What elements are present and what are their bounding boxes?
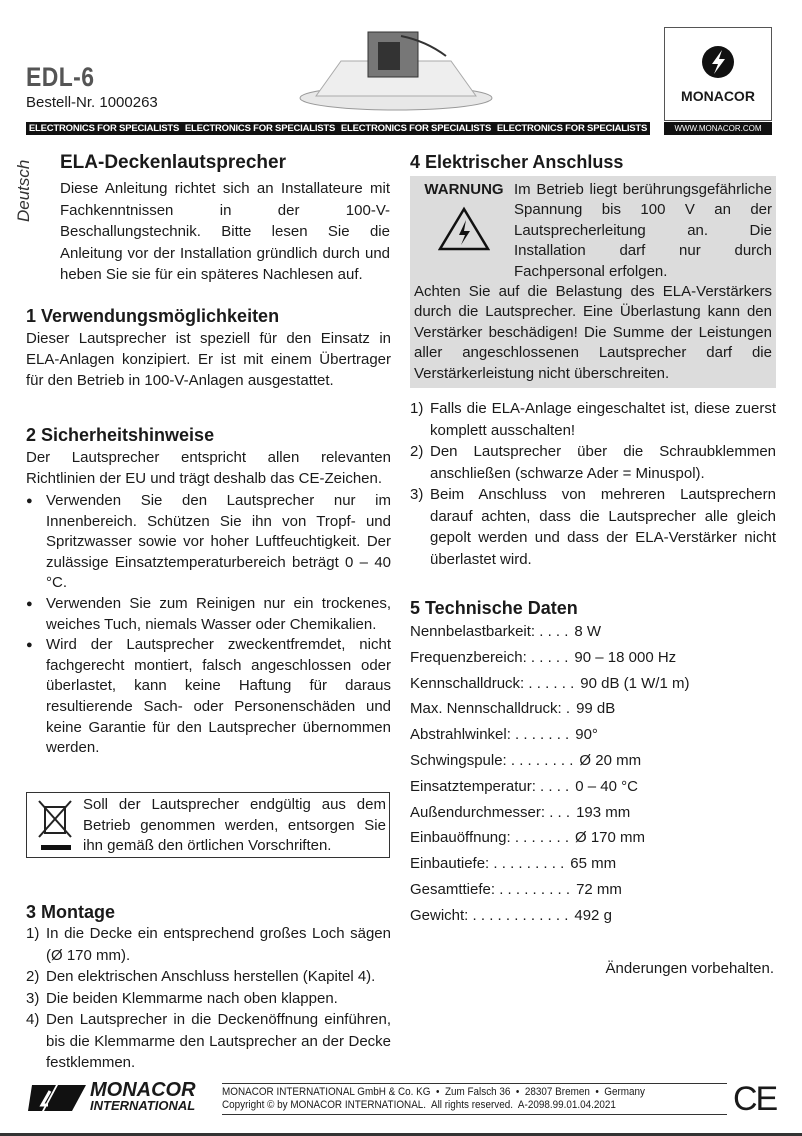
high-voltage-warning-icon <box>438 206 490 252</box>
spec-row <box>410 748 776 774</box>
spec-row <box>410 722 776 748</box>
spec-label: Max. Nennschalldruck: . <box>410 700 571 718</box>
spec-label: Einbautiefe: . . . . . . . . . <box>410 855 565 873</box>
monacor-lightning-icon <box>700 44 736 80</box>
footer-brand: MONACOR <box>90 1079 196 1101</box>
footer-line: Copyright © by MONACOR INTERNATIONAL. All rights reserved. A-2098.99.01.04.2021 <box>222 1099 616 1111</box>
spec-label: Nennbelastbarkeit: . . . . <box>410 623 569 640</box>
spec-row <box>410 696 776 722</box>
warning-box <box>410 176 776 388</box>
order-number: Bestell-Nr. 1000263 <box>26 94 158 111</box>
tagline: ELECTRONICS FOR SPECIALISTS <box>184 123 336 134</box>
speaker-image <box>296 26 496 112</box>
spec-label: Frequenzbereich: . . . . . <box>410 648 569 666</box>
tagline: ELECTRONICS FOR SPECIALISTS <box>496 123 648 134</box>
tagline: ELECTRONICS FOR SPECIALISTS <box>340 123 492 134</box>
warning-label: WARNUNG <box>424 181 504 198</box>
section-text: Der Lautsprecher entspricht allen relevanten Richtlinien der EU und trägt deshalb das CE-Zeichen. <box>26 449 391 487</box>
language-label: Deutsch <box>14 159 33 222</box>
footer-address <box>222 1083 727 1115</box>
spec-label: Gewicht: . . . . . . . . . . . . <box>410 906 569 924</box>
spec-value: 99 dB <box>576 700 616 718</box>
monacor-logo <box>664 27 772 121</box>
spec-label: Kennschalldruck: . . . . . . <box>410 674 575 692</box>
section-heading: 5 Technische Daten <box>410 598 578 618</box>
disposal-text: Soll der Lautsprecher endgültig aus dem Betrieb genommen werden, entsorgen Sie ihn gemäß den örtlichen Vorschriften. <box>83 796 386 854</box>
list-item: ● Verwenden Sie zum Reinigen nur ein trockenes, weiches Tuch, niemals Wasser oder Chemikalien. <box>26 594 391 635</box>
spec-value: 65 mm <box>570 855 617 873</box>
list-item: 2) Den Lautsprecher über die Schraubklemmen anschließen (schwarze Ader = Minuspol). <box>410 443 776 482</box>
spec-value: 0 – 40 °C <box>575 777 638 795</box>
spec-value: 90 dB (1 W/1 m) <box>580 674 690 692</box>
disposal-notice <box>26 792 390 858</box>
monacor-international-logo-icon <box>28 1083 86 1113</box>
ce-mark: CE <box>733 1080 777 1118</box>
footer-brand-sub: INTERNATIONAL <box>90 1098 196 1113</box>
spec-row <box>410 825 776 851</box>
list-item: 2) Den elektrischen Anschluss herstellen (Kapitel 4). <box>26 968 376 985</box>
list-item: 1) Falls die ELA-Anlage eingeschaltet ist, diese zuerst komplett ausschalten! <box>410 400 776 439</box>
list-item: 3) Die beiden Klemmarme nach oben klappen. <box>26 989 338 1007</box>
section-heading: 1 Verwendungsmöglichkeiten <box>26 306 280 326</box>
changes-note: Änderungen vorbehalten. <box>605 960 774 977</box>
section-safety <box>26 424 390 759</box>
warning-text: Im Betrieb liegt berührungsgefährliche Spannung bis 100 V an der Lautsprecherleitung an. Die Installation darf nur durch Fachpersonal erfolgen. <box>514 181 772 280</box>
spec-label: Außendurchmesser: . . . <box>410 803 571 821</box>
spec-row <box>410 903 776 929</box>
spec-value: 72 mm <box>576 880 622 898</box>
specs-table <box>410 619 776 929</box>
spec-value: 492 g <box>574 906 612 924</box>
spec-value: 8 W <box>574 623 602 640</box>
spec-value: 193 mm <box>576 803 631 821</box>
spec-value: 90 – 18 000 Hz <box>574 648 677 666</box>
footer-logo <box>28 1079 196 1114</box>
spec-row <box>410 774 776 800</box>
spec-row <box>410 800 776 826</box>
list-item: ● Verwenden Sie den Lautsprecher nur im Innenbereich. Schützen Sie ihn von Tropf- und Spritzwasser sowie vor hoher Luftfeuchtigkeit. Der zulässige Einsatztemperaturbereich beträgt 0 – 40 °C. <box>26 491 391 594</box>
spec-row <box>410 877 776 903</box>
list-item: 4) Den Lautsprecher in die Deckenöffnung einführen, bis die Klemmarme den Lautsprecher an der Decke festklemmen. <box>26 1011 391 1071</box>
spec-label: Einbauöffnung: . . . . . . . <box>410 829 569 847</box>
document-title: ELA-Deckenlautsprecher <box>60 152 286 173</box>
section-heading: 3 Montage <box>26 902 116 922</box>
intro-section <box>60 152 390 286</box>
section-mounting <box>26 901 390 1074</box>
footer-line: MONACOR INTERNATIONAL GmbH & Co. KG • Zum Falsch 36 • 28307 Bremen • Germany <box>222 1086 646 1098</box>
spec-value: Ø 170 mm <box>575 829 646 847</box>
section-heading: 4 Elektrischer Anschluss <box>410 152 624 172</box>
list-item: 1) In die Decke ein entsprechend großes Loch sägen (Ø 170 mm). <box>26 925 391 964</box>
section-text: Dieser Lautsprecher ist speziell für den Einsatz in ELA-Anlagen konzipiert. Er ist mit einem Übertrager für den Betrieb in 100-V-Anlagen ausgestattet. <box>26 330 391 389</box>
model-name: EDL-6 <box>26 62 95 92</box>
list-item: ● Wird der Lautsprecher zweckentfremdet, nicht fachgerecht montiert, falsch angeschlossen oder überlastet, kann keine Haftung für daraus resultierende Sach- oder Personenschäden und keine Garantie für den Lautsprecher übernommen werden. <box>26 635 391 759</box>
section-heading: 2 Sicherheitshinweise <box>26 425 215 445</box>
tagline-band <box>26 122 650 135</box>
warning-note: Achten Sie auf die Belastung des ELA-Verstärkers durch die Lautsprecher. Eine Überlastung kann den Verstärker beschädigen! Die Summe der Leistungen aller angeschlossenen Lautsprecher darf die Verstärkerleistung nicht überschreiten. <box>414 283 772 382</box>
list-item: 3) Beim Anschluss von mehreren Lautsprechern darauf achten, dass die Lautsprecher alle gleich gepolt werden und dass der ELA-Verstärker nicht überlastet wird. <box>410 486 776 568</box>
spec-value: 90° <box>575 726 598 744</box>
spec-row <box>410 645 776 671</box>
spec-value: Ø 20 mm <box>579 751 642 769</box>
section-electrical <box>410 151 776 570</box>
spec-label: Abstrahlwinkel: . . . . . . . <box>410 726 570 744</box>
spec-label: Gesamttiefe: . . . . . . . . . <box>410 880 571 898</box>
spec-label: Einsatztemperatur: . . . . <box>410 777 570 795</box>
spec-row <box>410 619 776 645</box>
spec-label: Schwingspule: . . . . . . . . <box>410 751 574 769</box>
section-usage <box>26 305 390 391</box>
tagline: ELECTRONICS FOR SPECIALISTS <box>28 123 180 134</box>
spec-row <box>410 671 776 697</box>
section-specs <box>410 597 776 929</box>
spec-row <box>410 851 776 877</box>
wheelie-bin-crossed-icon <box>27 793 83 857</box>
website: WWW.MONACOR.COM <box>664 122 772 135</box>
intro-text: Diese Anleitung richtet sich an Installateure mit Fachkenntnissen in der 100-V-Beschallungstechnik. Bitte lesen Sie die Anleitung vor der Installation gründlich durch und heben Sie sie für ein späteres Nachlesen auf. <box>60 180 390 283</box>
brand-name: MONACOR <box>681 88 755 104</box>
